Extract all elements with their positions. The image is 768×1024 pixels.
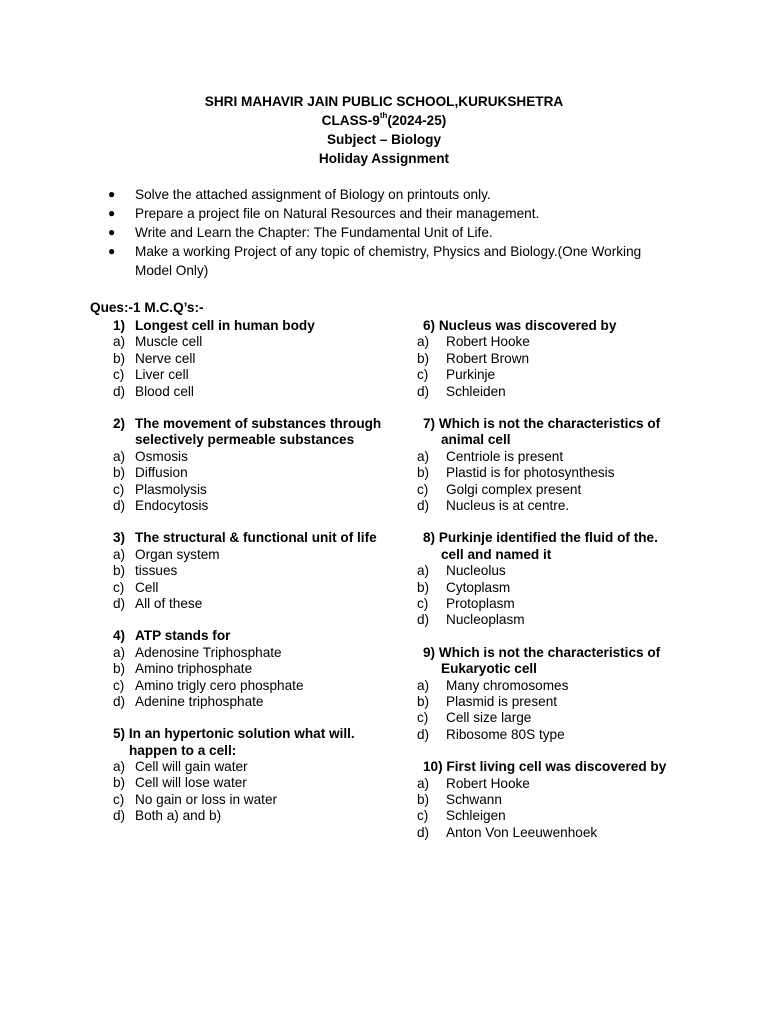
question-text: Longest cell in human body bbox=[135, 318, 315, 333]
option-b bbox=[417, 351, 697, 367]
option-d bbox=[417, 825, 697, 841]
option-d bbox=[113, 694, 383, 710]
option-a bbox=[113, 334, 383, 350]
option-c bbox=[113, 482, 383, 498]
instruction-text: Solve the attached assignment of Biology on printouts only. bbox=[135, 187, 491, 202]
option-a bbox=[417, 678, 697, 694]
class-line bbox=[0, 111, 768, 130]
question-4 bbox=[113, 628, 383, 710]
option-label: b) bbox=[113, 465, 126, 481]
question-section-title: Ques:-1 M.C.Q’s:- bbox=[90, 300, 204, 315]
question-stem bbox=[113, 726, 383, 759]
option-label: c) bbox=[417, 808, 429, 824]
option-text: Many chromosomes bbox=[446, 677, 569, 693]
option-label: b) bbox=[417, 465, 430, 481]
option-text: All of these bbox=[135, 595, 203, 611]
left-question-column bbox=[113, 318, 383, 841]
option-c bbox=[417, 367, 697, 383]
question-9 bbox=[417, 644, 703, 743]
question-number: 2) bbox=[113, 415, 126, 431]
option-b bbox=[113, 465, 383, 481]
option-label: a) bbox=[417, 334, 430, 350]
option-label: d) bbox=[417, 824, 430, 840]
option-c bbox=[113, 580, 383, 596]
right-question-column bbox=[417, 318, 703, 857]
option-label: b) bbox=[417, 693, 430, 709]
option-text: Liver cell bbox=[135, 367, 189, 383]
option-label: a) bbox=[417, 677, 430, 693]
option-c bbox=[113, 792, 383, 808]
question-stem bbox=[423, 530, 703, 563]
option-label: a) bbox=[113, 759, 126, 775]
question-text: 6) Nucleus was discovered by bbox=[423, 318, 617, 333]
question-stem bbox=[423, 318, 703, 334]
option-text: Both a) and b) bbox=[135, 808, 222, 824]
option-label: c) bbox=[113, 579, 125, 595]
bullet-dot-icon: ● bbox=[108, 225, 116, 239]
question-stem bbox=[423, 645, 703, 678]
instruction-item bbox=[108, 204, 668, 223]
question-6 bbox=[417, 318, 703, 400]
question-text: 9) Which is not the characteristics of bbox=[423, 644, 661, 660]
bullet-dot-icon: ● bbox=[108, 244, 116, 258]
question-stem bbox=[113, 530, 383, 546]
option-label: b) bbox=[113, 350, 126, 366]
option-a bbox=[417, 334, 697, 350]
option-text: Plasmolysis bbox=[135, 481, 207, 497]
option-label: c) bbox=[113, 481, 125, 497]
option-text: Diffusion bbox=[135, 465, 188, 481]
question-number: 1) bbox=[113, 318, 126, 333]
instruction-item bbox=[108, 185, 668, 204]
option-text: Amino triphosphate bbox=[135, 661, 253, 677]
option-c bbox=[417, 808, 697, 824]
option-text: Nucleus is at centre. bbox=[446, 497, 570, 513]
question-stem bbox=[113, 416, 383, 449]
question-text: The structural & functional unit of life bbox=[135, 530, 377, 546]
option-text: Purkinje bbox=[446, 367, 496, 383]
option-b bbox=[113, 563, 383, 579]
question-text-continued: Eukaryotic cell bbox=[441, 661, 537, 677]
question-1 bbox=[113, 318, 383, 400]
option-text: Organ system bbox=[135, 546, 220, 562]
option-label: a) bbox=[113, 546, 126, 562]
option-text: Endocytosis bbox=[135, 497, 209, 513]
question-5 bbox=[113, 726, 383, 824]
option-a bbox=[113, 547, 383, 563]
option-b bbox=[113, 775, 383, 791]
instruction-item bbox=[108, 223, 668, 242]
question-text: 10) First living cell was discovered by bbox=[423, 759, 667, 775]
option-c bbox=[417, 596, 697, 612]
option-a bbox=[113, 449, 383, 465]
question-2 bbox=[113, 416, 383, 514]
option-label: a) bbox=[417, 563, 430, 579]
option-label: c) bbox=[417, 367, 429, 383]
option-label: c) bbox=[113, 367, 125, 383]
question-10 bbox=[417, 759, 703, 841]
question-text-continued: happen to a cell: bbox=[129, 742, 237, 758]
option-b bbox=[417, 694, 697, 710]
option-label: a) bbox=[113, 448, 126, 464]
class-prefix: CLASS-9 bbox=[321, 113, 380, 128]
question-stem bbox=[423, 416, 703, 449]
option-text: Nucleolus bbox=[446, 563, 506, 579]
option-d bbox=[417, 384, 697, 400]
instruction-text: Write and Learn the Chapter: The Fundamental Unit of Life. bbox=[135, 225, 493, 240]
option-text: Blood cell bbox=[135, 383, 194, 399]
option-c bbox=[113, 367, 383, 383]
question-text-continued: animal cell bbox=[441, 432, 511, 448]
option-c bbox=[417, 482, 697, 498]
option-text: Amino trigly cero phosphate bbox=[135, 677, 304, 693]
instruction-text: Prepare a project file on Natural Resources and their management. bbox=[135, 206, 540, 221]
option-b bbox=[417, 465, 697, 481]
option-text: Adenine triphosphate bbox=[135, 693, 264, 709]
question-3 bbox=[113, 530, 383, 612]
assignment-title: Holiday Assignment bbox=[318, 151, 450, 166]
option-label: a) bbox=[113, 644, 126, 660]
option-label: d) bbox=[113, 383, 126, 399]
bullet-dot-icon: ● bbox=[108, 206, 116, 220]
option-text: Protoplasm bbox=[446, 595, 515, 611]
option-text: Adenosine Triphosphate bbox=[135, 644, 282, 660]
question-stem bbox=[113, 628, 383, 644]
question-text: ATP stands for bbox=[135, 628, 231, 644]
option-label: d) bbox=[113, 808, 126, 824]
question-stem bbox=[423, 759, 703, 775]
document-header bbox=[0, 92, 768, 168]
option-text: Cell size large bbox=[446, 710, 532, 726]
option-text: Cell will gain water bbox=[135, 759, 248, 775]
option-label: d) bbox=[113, 595, 126, 611]
option-text: Ribosome 80S type bbox=[446, 726, 565, 742]
class-year: (2024-25) bbox=[387, 113, 447, 128]
option-label: c) bbox=[113, 677, 125, 693]
option-b bbox=[417, 580, 697, 596]
instruction-text: Make a working Project of any topic of chemistry, Physics and Biology.(One Working Model Only) bbox=[135, 244, 642, 278]
option-label: b) bbox=[417, 579, 430, 595]
option-d bbox=[417, 498, 697, 514]
option-label: d) bbox=[417, 497, 430, 513]
question-text: 5) In an hypertonic solution what will. bbox=[113, 726, 355, 742]
question-text: 7) Which is not the characteristics of bbox=[423, 415, 661, 431]
question-number: 4) bbox=[113, 628, 126, 644]
option-label: b) bbox=[417, 791, 430, 807]
question-text: 8) Purkinje identified the fluid of the. bbox=[423, 530, 658, 546]
option-text: Plasmid is present bbox=[446, 693, 558, 709]
option-text: Muscle cell bbox=[135, 334, 203, 350]
option-text: Cytoplasm bbox=[446, 579, 511, 595]
option-a bbox=[113, 759, 383, 775]
instructions-list bbox=[108, 185, 668, 280]
bullet-dot-icon: ● bbox=[108, 187, 116, 201]
option-text: Schleigen bbox=[446, 808, 506, 824]
option-b bbox=[113, 351, 383, 367]
option-text: Anton Von Leeuwenhoek bbox=[446, 824, 598, 840]
option-label: b) bbox=[113, 775, 126, 791]
option-label: c) bbox=[113, 791, 125, 807]
option-c bbox=[417, 710, 697, 726]
school-name: SHRI MAHAVIR JAIN PUBLIC SCHOOL,KURUKSHETRA bbox=[204, 94, 564, 109]
option-b bbox=[113, 661, 383, 677]
option-label: b) bbox=[113, 563, 126, 579]
question-text: The movement of substances through selectively permeable substances bbox=[135, 415, 382, 448]
option-text: Cell bbox=[135, 579, 159, 595]
option-d bbox=[417, 727, 697, 743]
option-label: d) bbox=[113, 693, 126, 709]
option-a bbox=[113, 645, 383, 661]
question-text-continued: cell and named it bbox=[441, 546, 552, 562]
option-label: c) bbox=[417, 710, 429, 726]
question-number: 3) bbox=[113, 530, 126, 546]
subject-line: Subject – Biology bbox=[326, 132, 442, 147]
option-label: b) bbox=[113, 661, 126, 677]
option-text: Robert Hooke bbox=[446, 334, 530, 350]
option-label: d) bbox=[113, 497, 126, 513]
instruction-item bbox=[108, 242, 668, 280]
option-text: No gain or loss in water bbox=[135, 791, 278, 807]
option-d bbox=[113, 498, 383, 514]
option-text: Cell will lose water bbox=[135, 775, 247, 791]
option-text: Nerve cell bbox=[135, 350, 196, 366]
option-d bbox=[113, 808, 383, 824]
question-stem bbox=[113, 318, 383, 334]
option-text: Schleiden bbox=[446, 383, 506, 399]
option-label: d) bbox=[417, 383, 430, 399]
option-a bbox=[417, 563, 697, 579]
option-d bbox=[113, 596, 383, 612]
option-text: Robert Hooke bbox=[446, 775, 530, 791]
option-a bbox=[417, 776, 697, 792]
class-superscript: th bbox=[379, 111, 388, 121]
option-text: Centriole is present bbox=[446, 448, 564, 464]
option-text: Golgi complex present bbox=[446, 481, 582, 497]
option-d bbox=[113, 384, 383, 400]
question-8 bbox=[417, 530, 703, 628]
option-c bbox=[113, 678, 383, 694]
option-text: Robert Brown bbox=[446, 350, 530, 366]
option-label: a) bbox=[417, 448, 430, 464]
option-text: Nucleoplasm bbox=[446, 612, 525, 628]
option-b bbox=[417, 792, 697, 808]
option-text: tissues bbox=[135, 563, 178, 579]
option-label: c) bbox=[417, 481, 429, 497]
option-label: d) bbox=[417, 612, 430, 628]
option-label: b) bbox=[417, 350, 430, 366]
option-a bbox=[417, 449, 697, 465]
option-label: d) bbox=[417, 726, 430, 742]
option-label: c) bbox=[417, 595, 429, 611]
option-d bbox=[417, 612, 697, 628]
option-text: Plastid is for photosynthesis bbox=[446, 465, 615, 481]
option-text: Osmosis bbox=[135, 448, 188, 464]
question-7 bbox=[417, 415, 703, 514]
option-label: a) bbox=[113, 334, 126, 350]
option-label: a) bbox=[417, 775, 430, 791]
option-text: Schwann bbox=[446, 791, 502, 807]
